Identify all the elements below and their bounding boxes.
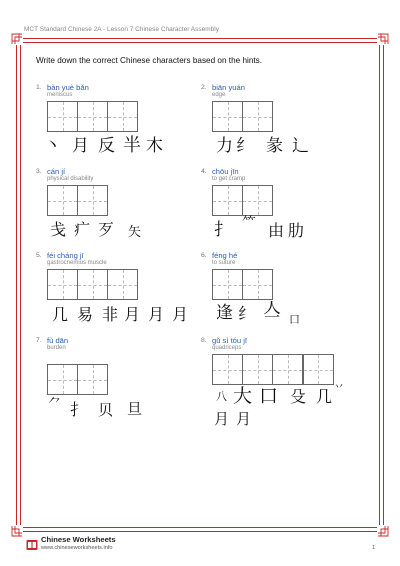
item-pinyin: gǔ sì tóu jī [212,336,248,345]
answer-boxes-5 [47,269,138,300]
component-char: 戋 [50,220,67,239]
component-char: 亼 [263,300,281,321]
answer-boxes-4 [212,185,272,216]
item-pinyin: chōu jīn [212,167,239,176]
answer-boxes-6 [212,269,272,300]
item-pinyin: bàn yuè bǎn [47,83,89,92]
component-char: 丶 [44,136,61,156]
item-number: 2. [201,84,207,91]
page-number: 1 [372,545,376,551]
answer-box[interactable] [77,101,108,132]
instruction-text: Write down the correct Chinese characters based on the hints. [36,56,263,65]
item-number: 1. [36,84,42,91]
footer-brand: Chinese Worksheets [41,535,116,544]
component-char: 贝 [98,401,114,419]
item-meaning: gastrocnemius muscle [47,260,107,266]
component-char: 殳 [290,387,307,406]
item-pinyin: féi cháng jī [47,251,84,260]
item-number: 5. [36,252,42,259]
component-char: 月 [72,136,89,156]
component-char: 月 [124,305,141,324]
answer-boxes-2 [212,101,272,132]
component-char: 肋 [288,221,305,240]
component-char: 由 [268,221,285,240]
component-char: 歹 [98,220,115,239]
component-char: 月 [148,305,165,324]
item-meaning: meniscus [47,92,73,98]
item-pinyin: biān yuán [212,83,245,92]
component-char: 辶 [292,136,309,156]
answer-box[interactable] [107,269,138,300]
item-meaning: edge [212,92,226,98]
answer-boxes-7 [47,364,107,395]
answer-box[interactable] [303,354,334,385]
component-char: ⺮ [242,215,256,231]
item-number: 8. [201,337,207,344]
component-char: 扌 [70,400,87,419]
item-pinyin: féng hé [212,251,238,260]
answer-box[interactable] [242,101,273,132]
component-char: 丷 [334,382,344,393]
corner-ornament-icon [11,525,23,537]
component-char: 半 [123,135,141,156]
answer-box[interactable] [47,364,78,395]
answer-box[interactable] [212,354,243,385]
component-char: 非 [102,305,119,324]
answer-box[interactable] [47,185,78,216]
item-number: 6. [201,252,207,259]
component-char: 反 [98,136,115,156]
corner-ornament-icon [377,525,389,537]
corner-ornament-icon [377,33,389,45]
component-char: 纟 [236,136,253,156]
component-char: 力 [216,136,233,156]
corner-ornament-icon [11,33,23,45]
component-char: 口 [259,385,279,407]
answer-boxes-8 [212,354,333,385]
component-char: 纟 [238,304,255,323]
item-pinyin: cán jí [47,167,66,176]
answer-boxes-3 [47,185,107,216]
answer-box[interactable] [272,354,303,385]
answer-box[interactable] [77,185,108,216]
component-char: 扌 [214,220,231,240]
component-char: 几 [52,305,69,324]
component-char: 逢 [216,303,233,323]
component-char: 月 [172,305,189,324]
answer-box[interactable] [77,364,108,395]
item-number: 4. [201,168,207,175]
item-meaning: quadriceps [212,345,242,351]
component-char: 易 [77,305,94,324]
component-char: 旦 [127,400,143,418]
answer-box[interactable] [77,269,108,300]
answer-box[interactable] [212,269,243,300]
answer-box[interactable] [47,269,78,300]
footer-url-link[interactable]: www.chineseworksheets.info [41,545,113,551]
component-char: 月 [214,410,230,428]
component-char: 彖 [266,136,283,156]
item-meaning: burden [47,345,66,351]
component-char: 口 [289,313,300,326]
answer-box[interactable] [242,354,273,385]
answer-box[interactable] [242,269,273,300]
item-number: 7. [36,337,42,344]
page-header-title: MCT Standard Chinese 2A - Lesson 7 Chinese Character Assembly [24,26,219,33]
component-char: 大 [233,385,253,407]
answer-box[interactable] [107,101,138,132]
item-meaning: to get cramp [212,176,246,182]
component-char: 几 [316,387,333,406]
answer-boxes-1 [47,101,138,132]
answer-box[interactable] [242,185,273,216]
component-char: 矢 [128,225,142,240]
answer-box[interactable] [212,101,243,132]
component-char: ⺈ [48,397,62,412]
item-meaning: physical disability [47,176,94,182]
component-char: 疒 [74,220,91,239]
item-number: 3. [36,168,42,175]
answer-box[interactable] [47,101,78,132]
component-char: 八 [216,390,227,403]
item-meaning: to suture [212,260,236,266]
item-pinyin: fù dān [47,336,69,345]
book-logo-icon [26,536,38,548]
answer-box[interactable] [212,185,243,216]
component-char: 木 [146,136,163,156]
component-char: 月 [236,410,252,428]
